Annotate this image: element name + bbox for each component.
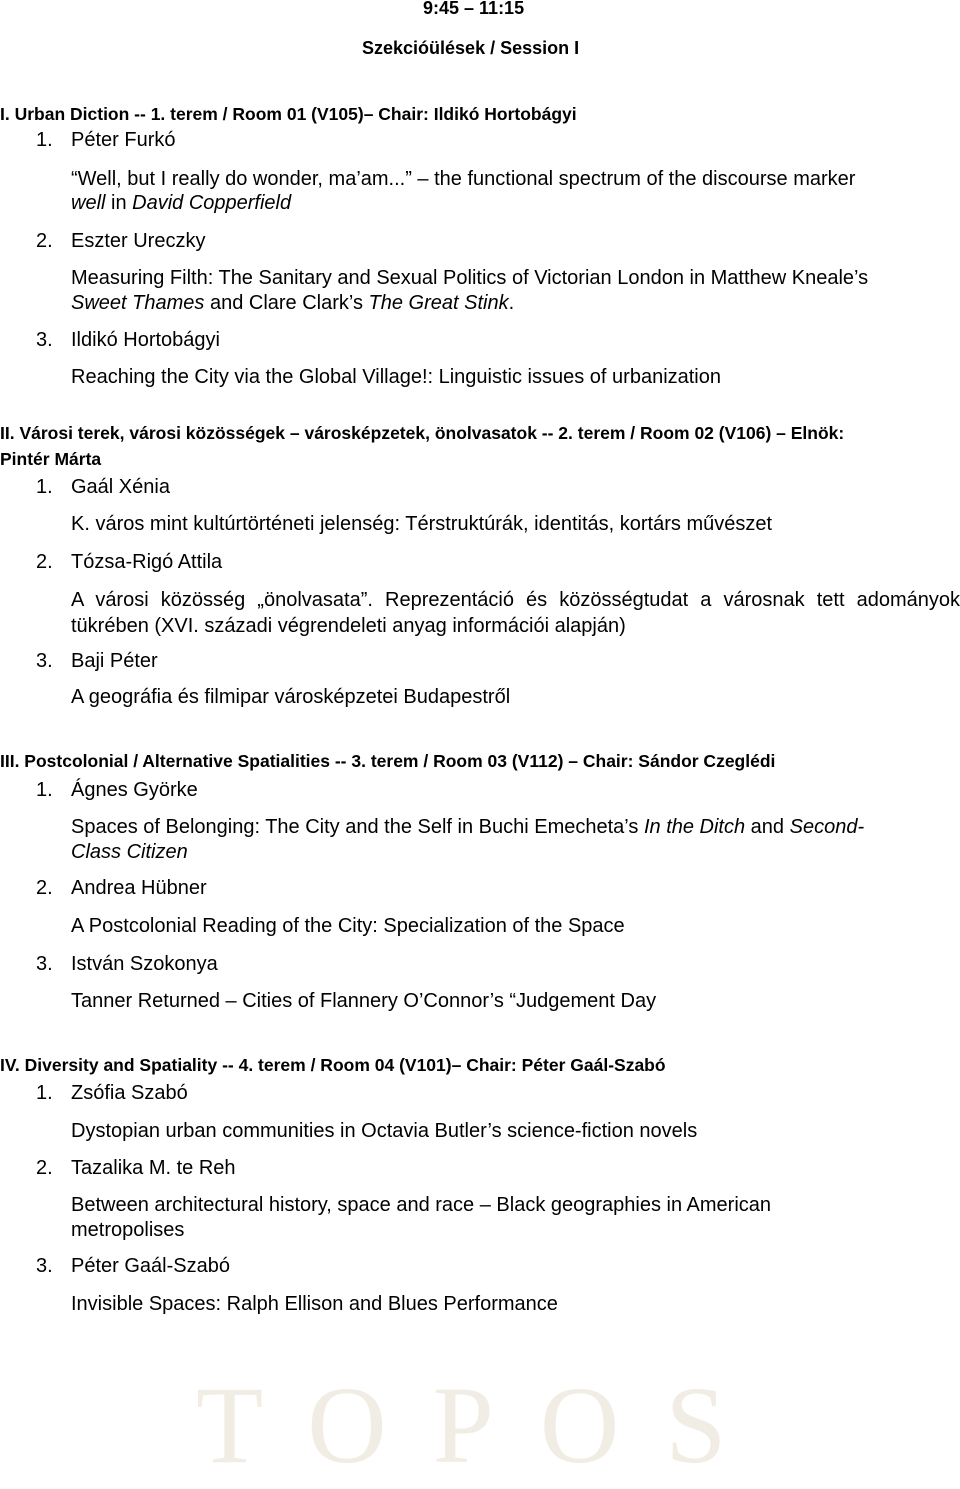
talk-title-cont: metropolises bbox=[71, 1219, 185, 1241]
speaker-name: Tózsa-Rigó Attila bbox=[71, 551, 223, 573]
talk-number: 1. bbox=[36, 476, 53, 498]
speaker-name: Baji Péter bbox=[71, 650, 158, 672]
talk-number: 3. bbox=[36, 1255, 53, 1277]
speaker-name: Péter Furkó bbox=[71, 129, 176, 151]
talk-title: Invisible Spaces: Ralph Ellison and Blues Performance bbox=[71, 1293, 558, 1315]
speaker-name: Ildikó Hortobágyi bbox=[71, 329, 220, 351]
talk-number: 2. bbox=[36, 877, 53, 899]
talk-number: 2. bbox=[36, 551, 53, 573]
section-heading-2: II. Városi terek, városi közösségek – városképzetek, önolvasatok -- 2. terem / Room 02 (V106) – Elnök: bbox=[0, 423, 845, 443]
speaker-name: Andrea Hübner bbox=[71, 877, 207, 899]
talk-number: 2. bbox=[36, 1157, 53, 1179]
talk-title: Spaces of Belonging: The City and the Self in Buchi Emecheta’s In the Ditch and Second- bbox=[71, 816, 865, 838]
talk-title-cont: Class Citizen bbox=[71, 841, 188, 863]
talk-title: Tanner Returned – Cities of Flannery O’Connor’s “Judgement Day bbox=[71, 990, 657, 1012]
topos-watermark: TOPOS bbox=[196, 1364, 773, 1486]
talk-number: 1. bbox=[36, 779, 53, 801]
talk-number: 3. bbox=[36, 953, 53, 975]
talk-number: 1. bbox=[36, 129, 53, 151]
speaker-name: Zsófia Szabó bbox=[71, 1082, 188, 1104]
speaker-name: Gaál Xénia bbox=[71, 476, 170, 498]
section-heading-1: I. Urban Diction -- 1. terem / Room 01 (V105)– Chair: Ildikó Hortobágyi bbox=[0, 104, 577, 124]
talk-title: “Well, but I really do wonder, ma’am...” – the functional spectrum of the discourse marker bbox=[71, 168, 856, 190]
section-heading-3: III. Postcolonial / Alternative Spatialities -- 3. terem / Room 03 (V112) – Chair: Sándor Czeglédi bbox=[0, 751, 776, 771]
talk-number: 3. bbox=[36, 650, 53, 672]
speaker-name: Péter Gaál-Szabó bbox=[71, 1255, 230, 1277]
talk-title: K. város mint kultúrtörténeti jelenség: Térstruktúrák, identitás, kortárs művészet bbox=[71, 513, 773, 535]
talk-title: Measuring Filth: The Sanitary and Sexual Politics of Victorian London in Matthew Kneale’s bbox=[71, 267, 869, 289]
talk-title: Between architectural history, space and race – Black geographies in American bbox=[71, 1194, 772, 1216]
talk-title-cont: well in David Copperfield bbox=[71, 192, 292, 214]
time-slot: 9:45 – 11:15 bbox=[423, 0, 525, 18]
talk-title: A városi közösség „önolvasata”. Reprezentáció és közösségtudat a városnak tett adományok tükrében (XVI. századi végrendeleti anyag információi alapján) bbox=[71, 589, 960, 637]
speaker-name: István Szokonya bbox=[71, 953, 218, 975]
talk-title: A geográfia és filmipar városképzetei Budapestről bbox=[71, 686, 511, 708]
talk-number: 2. bbox=[36, 230, 53, 252]
talk-title-cont: Sweet Thames and Clare Clark’s The Great Stink. bbox=[71, 292, 515, 314]
speaker-name: Eszter Ureczky bbox=[71, 230, 206, 252]
section-heading-2-cont: Pintér Márta bbox=[0, 449, 102, 469]
talk-title: A Postcolonial Reading of the City: Specialization of the Space bbox=[71, 915, 625, 937]
talk-number: 3. bbox=[36, 329, 53, 351]
speaker-name: Tazalika M. te Reh bbox=[71, 1157, 236, 1179]
session-title: Szekcióülések / Session I bbox=[362, 38, 580, 58]
talk-title: Dystopian urban communities in Octavia Butler’s science-fiction novels bbox=[71, 1120, 698, 1142]
section-heading-4: IV. Diversity and Spatiality -- 4. terem / Room 04 (V101)– Chair: Péter Gaál-Szabó bbox=[0, 1055, 666, 1075]
talk-title: Reaching the City via the Global Village!: Linguistic issues of urbanization bbox=[71, 366, 721, 388]
talk-number: 1. bbox=[36, 1082, 53, 1104]
speaker-name: Ágnes Györke bbox=[71, 779, 198, 801]
